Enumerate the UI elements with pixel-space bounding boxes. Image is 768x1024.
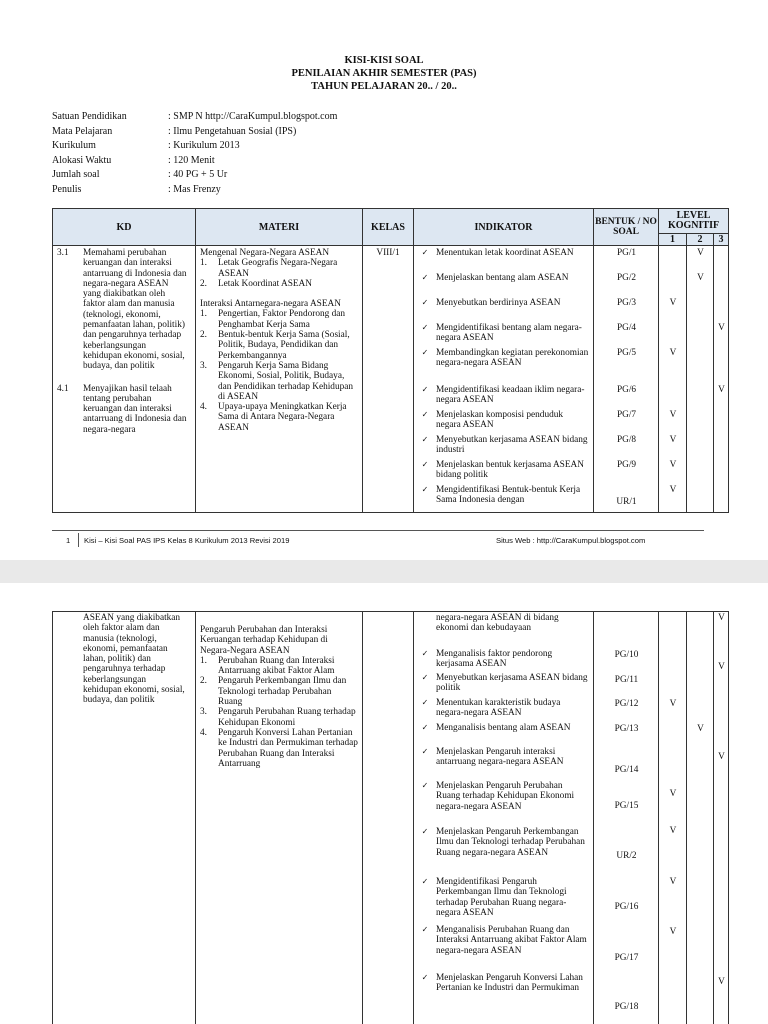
level-mark: V xyxy=(697,248,704,258)
level-mark: V xyxy=(669,826,677,836)
indikator-item: ✓ Menjelaskan Pengaruh Perubahan Ruang terhadap Kehidupan Ekonomi negara-negara ASEAN xyxy=(414,781,593,827)
soal-cell xyxy=(594,246,659,513)
check-icon: ✓ xyxy=(421,973,429,982)
level2-cell xyxy=(687,246,714,513)
indikator-item: ✓ Menyebutkan kerjasama ASEAN bidang industri xyxy=(414,435,593,460)
indikator-item: ✓ Mengidentifikasi bentang alam negara-negara ASEAN xyxy=(414,323,593,348)
level-mark: V xyxy=(697,724,704,734)
kd-item: 4.1 Menyajikan hasil telaah tentang perubahan keruangan dan interaksi antarruang di Indonesia dan negara-negara xyxy=(57,383,187,435)
level-mark: V xyxy=(718,323,725,333)
soal-label: PG/18 xyxy=(614,1002,639,1012)
materi-item: 3. Pengaruh Kerja Sama Bidang Ekonomi, Sosial, Politik, Budaya, dan Pendidikan terhadap Kehidupan di ASEAN xyxy=(200,360,354,402)
indikator-item: ✓ Menentukan karakteristik budaya negara-negara ASEAN xyxy=(414,698,593,723)
meta-row: Satuan Pendidikan : SMP N http://CaraKumpul.blogspot.com xyxy=(52,111,338,122)
footer-left: Kisi – Kisi Soal PAS IPS Kelas 8 Kurikulum 2013 Revisi 2019 xyxy=(84,536,290,545)
materi-heading: Interaksi Antarnegara-negara ASEAN xyxy=(200,299,341,310)
check-icon: ✓ xyxy=(421,273,429,282)
level-mark: V xyxy=(718,662,725,672)
check-icon: ✓ xyxy=(421,723,429,732)
indikator-item: ✓ Menyebutkan berdirinya ASEAN xyxy=(414,298,593,323)
soal-label: PG/15 xyxy=(614,801,639,811)
meta-info xyxy=(52,110,468,198)
kelas-cell: VIII/1 xyxy=(363,246,414,513)
level-mark: V xyxy=(669,298,677,308)
indikator-item: ✓ Mengidentifikasi Pengaruh Perkembangan Ilmu dan Teknologi terhadap Perubahan Ruang negara-negara ASEAN xyxy=(414,877,593,925)
check-icon: ✓ xyxy=(421,385,429,394)
indikator-item: ✓ Menjelaskan Pengaruh Perkembangan Ilmu dan Teknologi terhadap Perubahan Ruang negara-negara ASEAN xyxy=(414,827,593,877)
level-mark: V xyxy=(697,273,704,283)
header-level-3: 3 xyxy=(714,234,729,246)
check-icon: ✓ xyxy=(421,649,429,658)
check-icon: ✓ xyxy=(421,410,429,419)
materi-item: 4. Pengaruh Konversi Lahan Pertanian ke Industri dan Permukiman terhadap Perubahan Ruang dan Interaksi Antarruang xyxy=(200,727,358,769)
soal-label: PG/16 xyxy=(614,902,639,912)
level-mark: V xyxy=(718,385,725,395)
level-mark: V xyxy=(669,348,677,358)
soal-label: PG/4 xyxy=(616,323,637,333)
soal-label: PG/7 xyxy=(616,410,637,420)
soal-label: PG/11 xyxy=(614,675,639,685)
materi-item: 1. Letak Geografis Negara-Negara ASEAN xyxy=(200,258,338,279)
level3-cell xyxy=(714,612,729,1024)
soal-label: PG/5 xyxy=(616,348,637,358)
materi-cell xyxy=(196,246,363,513)
materi-heading: Mengenal Negara-Negara ASEAN xyxy=(200,248,330,258)
indikator-item: ✓ Menentukan letak koordinat ASEAN xyxy=(414,248,593,273)
footer-right: Situs Web : http://CaraKumpul.blogspot.com xyxy=(496,536,646,545)
kd-cell xyxy=(53,612,196,1024)
soal-label: PG/13 xyxy=(614,724,639,734)
materi-item: 3. Pengaruh Perubahan Ruang terhadap Kehidupan Ekonomi xyxy=(200,707,356,728)
materi-cell xyxy=(196,612,363,1024)
level-mark: V xyxy=(718,977,725,987)
document-page-2 xyxy=(0,583,768,1024)
soal-label: PG/2 xyxy=(616,273,637,283)
level-mark: V xyxy=(669,699,677,709)
page-footer xyxy=(52,530,704,545)
indikator-item: negara-negara ASEAN di bidang ekonomi dan kebudayaan xyxy=(436,613,559,634)
soal-label: PG/14 xyxy=(614,765,639,775)
check-icon: ✓ xyxy=(421,698,429,707)
soal-label: PG/3 xyxy=(616,298,637,308)
indikator-item: ✓ Menjelaskan bentuk kerjasama ASEAN bidang politik xyxy=(414,460,593,485)
level1-cell xyxy=(659,246,687,513)
level-mark: V xyxy=(718,613,725,623)
header-kelas: KELAS xyxy=(363,209,414,246)
header-kd: KD xyxy=(53,209,196,246)
materi-item: 2. Bentuk-bentuk Kerja Sama (Sosial, Politik, Budaya, Pendidikan dan Perkembangannya xyxy=(200,330,350,361)
page-number: 1 xyxy=(66,536,71,545)
indikator-item: ✓ Membandingkan kegiatan perekonomian negara-negara ASEAN xyxy=(414,348,593,385)
indikator-item: ✓ Menyebutkan kerjasama ASEAN bidang politik xyxy=(414,673,593,698)
kisi-table-continued xyxy=(52,611,729,1024)
level-mark: V xyxy=(669,789,677,799)
soal-label: UR/2 xyxy=(616,851,637,861)
materi-heading: Pengaruh Perubahan dan Interaksi Keruangan terhadap Kehidupan di Negara-Negara ASEAN xyxy=(200,625,328,656)
indikator-item: ✓ Menjelaskan komposisi penduduk negara ASEAN xyxy=(414,410,593,435)
check-icon: ✓ xyxy=(421,925,429,934)
level1-cell xyxy=(659,612,687,1024)
level-mark: V xyxy=(669,485,677,495)
meta-row: Alokasi Waktu : 120 Menit xyxy=(52,154,215,166)
kd-item: 3.1 Memahami perubahan keruangan dan interaksi antarruang di Indonesia dan negara-negara ASEAN yang diakibatkan oleh faktor alam dan manusia (teknologi, ekonomi, pemanfaatan lahan, politik) dan pengaruhnya terhadap keberlangsungan kehidupan ekonomi, sosial, budaya, dan politik xyxy=(57,248,187,372)
soal-label: PG/6 xyxy=(616,385,637,395)
check-icon: ✓ xyxy=(421,485,429,494)
check-icon: ✓ xyxy=(421,877,429,886)
soal-cell xyxy=(594,612,659,1024)
header-level: LEVEL KOGNITIF xyxy=(659,209,729,234)
indikator-item: ✓ Mengidentifikasi keadaan iklim negara-negara ASEAN xyxy=(414,385,593,410)
soal-label: PG/9 xyxy=(616,460,637,470)
header-indikator: INDIKATOR xyxy=(414,209,594,246)
level-mark: V xyxy=(669,410,677,420)
check-icon: ✓ xyxy=(421,460,429,469)
kelas-cell xyxy=(363,612,414,1024)
check-icon: ✓ xyxy=(421,673,429,682)
soal-label: PG/17 xyxy=(614,953,639,963)
indikator-item: ✓ Menganalisis faktor pendorong kerjasama ASEAN xyxy=(414,649,593,673)
soal-label: PG/10 xyxy=(614,650,639,660)
header-bentuk: BENTUK / NO SOAL xyxy=(594,209,659,246)
level3-cell xyxy=(714,246,729,513)
meta-row: Jumlah soal : 40 PG + 5 Ur xyxy=(52,169,228,181)
materi-item: 4. Upaya-upaya Meningkatkan Kerja Sama di Antara Negara-Negara ASEAN xyxy=(200,402,347,433)
kd-cell xyxy=(53,246,196,513)
check-icon: ✓ xyxy=(421,248,429,257)
level-mark: V xyxy=(669,877,677,887)
materi-item: 1. Perubahan Ruang dan Interaksi Antarruang akibat Faktor Alam xyxy=(200,655,335,677)
level-mark: V xyxy=(669,927,677,937)
materi-item: 2. Letak Koordinat ASEAN xyxy=(200,278,312,289)
indikator-item: ✓ Menjelaskan Pengaruh interaksi antarruang negara-negara ASEAN xyxy=(414,747,593,781)
meta-row: Penulis : Mas Frenzy xyxy=(52,183,221,195)
indikator-cell xyxy=(414,246,594,513)
indikator-item: ✓ Mengidentifikasi Bentuk-bentuk Kerja Sama Indonesia dengan xyxy=(414,485,593,507)
level2-cell xyxy=(687,612,714,1024)
materi-item: 1. Pengertian, Faktor Pendorong dan Penghambat Kerja Sama xyxy=(200,309,346,330)
header-level-2: 2 xyxy=(687,234,714,246)
indikator-item: ✓ Menjelaskan Pengaruh Konversi Lahan Pertanian ke Industri dan Permukiman xyxy=(414,973,593,1009)
soal-label: PG/1 xyxy=(616,248,637,258)
check-icon: ✓ xyxy=(421,348,429,357)
level-mark: V xyxy=(669,460,677,470)
check-icon: ✓ xyxy=(421,827,429,836)
header-materi: MATERI xyxy=(196,209,363,246)
indikator-item: ✓ Menganalisis Perubahan Ruang dan Interaksi Antarruang akibat Faktor Alam negara-negara ASEAN xyxy=(414,925,593,973)
check-icon: ✓ xyxy=(421,323,429,332)
indikator-item: ✓ Menjelaskan bentang alam ASEAN xyxy=(414,273,593,298)
kisi-table xyxy=(52,208,729,513)
doc-title: KISI-KISI SOAL xyxy=(344,55,424,66)
check-icon: ✓ xyxy=(421,435,429,444)
kd-continued: ASEAN yang diakibatkan oleh faktor alam dan manusia (teknologi, ekonomi, pemanfaatan lahan, politik) dan pengaruhnya terhadap keberlangsungan kehidupan ekonomi, sosial, budaya, dan politik xyxy=(83,613,185,706)
check-icon: ✓ xyxy=(421,747,429,756)
materi-item: 2. Pengaruh Perkembangan Ilmu dan Teknologi terhadap Perubahan Ruang xyxy=(200,676,347,708)
level-mark: V xyxy=(669,435,677,445)
doc-year: TAHUN PELAJARAN 20.. / 20.. xyxy=(311,81,457,92)
check-icon: ✓ xyxy=(421,781,429,790)
doc-subtitle: PENILAIAN AKHIR SEMESTER (PAS) xyxy=(291,68,477,79)
level-mark: V xyxy=(718,752,725,762)
header-level-1: 1 xyxy=(659,234,687,246)
soal-label: UR/1 xyxy=(616,497,637,507)
indikator-cell xyxy=(414,612,594,1024)
meta-row: Kurikulum : Kurikulum 2013 xyxy=(52,140,240,152)
meta-row: Mata Pelajaran : Ilmu Pengetahuan Sosial (IPS) xyxy=(52,125,297,137)
soal-label: PG/8 xyxy=(616,435,637,445)
indikator-item: ✓ Menganalisis bentang alam ASEAN xyxy=(414,723,593,747)
check-icon: ✓ xyxy=(421,298,429,307)
soal-label: PG/12 xyxy=(614,699,639,709)
